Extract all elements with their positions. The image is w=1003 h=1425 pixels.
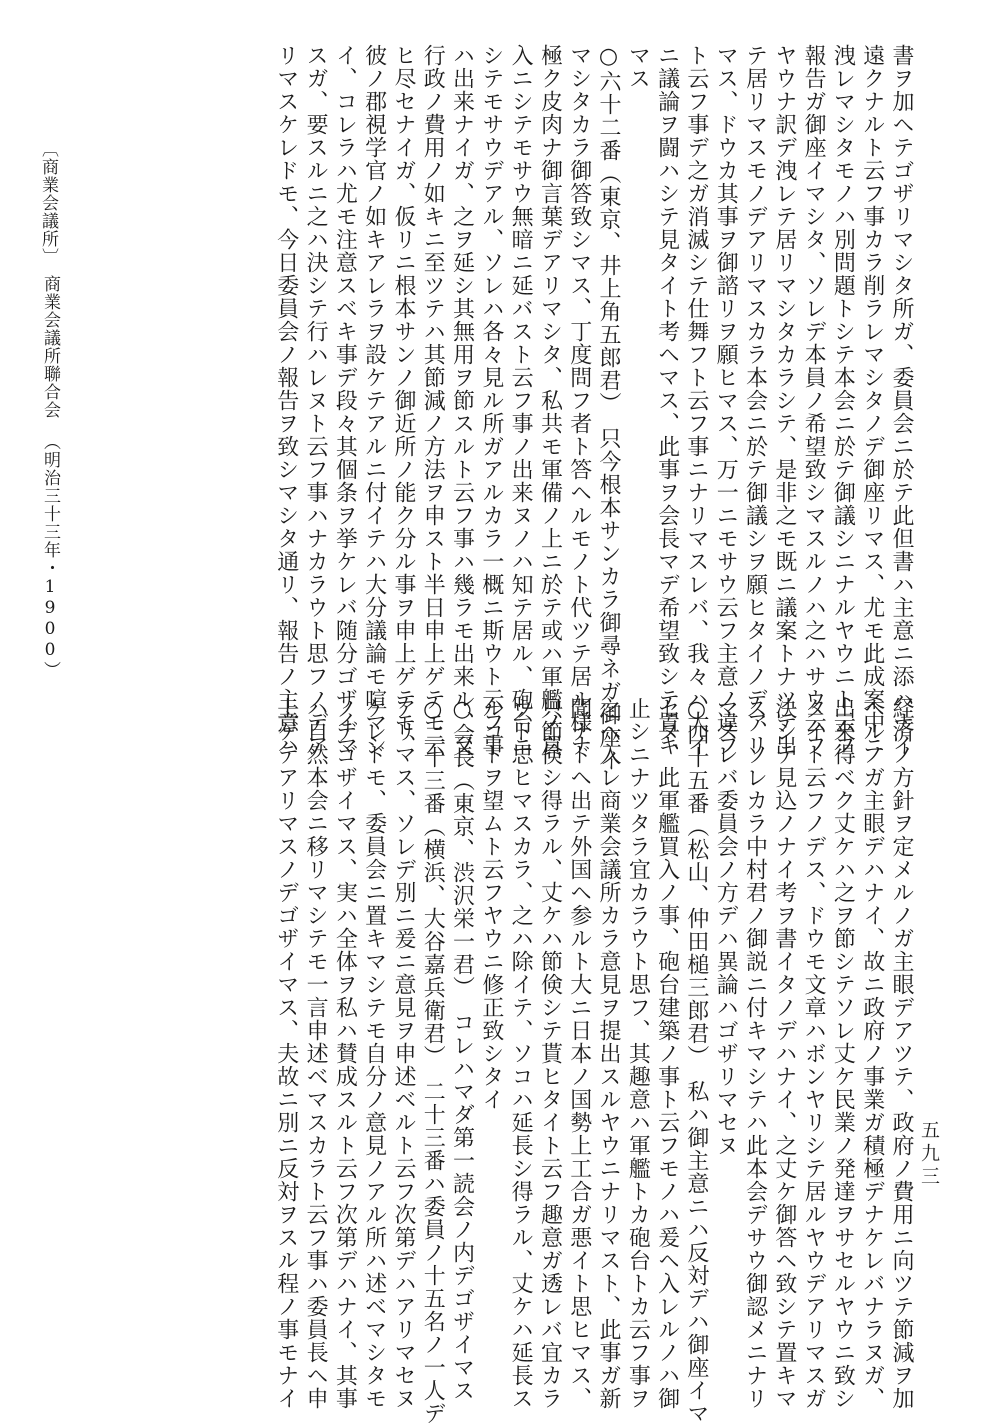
- text-line: 経済ノ方針ヲ定メルノガ主眼デアツテ、政府ノ費用ニ向ツテ節減ヲ加: [889, 697, 914, 1410]
- text-line: 彼ノ郡視学官ノ如キアレラヲ設ケテアルニ付イテハ大分議論モ喧マシ: [361, 44, 387, 757]
- text-line: セヌ、此軍艦買入ノ事、砲台建築ノ事ト云フモノハ爰ヘ入レルノハ御: [654, 697, 680, 1410]
- text-line: 報告ガ御座イマシタ、ソレデ本員ノ希望致シマスルノハ之ハサウ云フ: [801, 44, 827, 757]
- text-line: イ、コレラハ尤モ注意スベキ事デ段々其個条ヲ挙ケレバ随分ゴザイマ: [332, 44, 358, 757]
- text-line: 出来得ベク丈ケハ之ヲ節シテソレ丈ケ民業ノ発達ヲサセルヤウニ致シ: [830, 697, 856, 1410]
- text-line: ケレドモ、委員会ニ置キマシテモ自分ノ意見ノアル所ハ述ベマシタモ: [361, 697, 387, 1410]
- running-era: （明治三十三年・1900）: [40, 433, 60, 679]
- text-line: ○四十五番（松山、仲田槌三郎君） 私ハ御主意ニハ反対デハ御座イマ: [683, 697, 709, 1425]
- page-number: 五九三: [918, 1120, 940, 1189]
- text-line: ト云フ事デ之ガ消滅シテ仕舞フト云フ事ニナリマスレバ、我々ハ大イ: [683, 44, 709, 757]
- text-line: ヤウナ訳デ洩レテ居リマシタカラシテ、是非之モ既ニ議案トナツテ出: [771, 44, 797, 757]
- lower-text-block: [56, 697, 916, 1425]
- text-line: リマスケレドモ、今日委員会ノ報告ヲ致シマシタ通リ、報告ノ主意ハ: [273, 44, 299, 757]
- text-line: 極ク皮肉ナ御言葉デアリマシタ、私共モ軍備ノ上ニ於テ或ハ軍艦ノ買: [537, 44, 563, 757]
- text-line: ○六十二番（東京、井上角五郎君） 只今根本サンカラ御尋ネガ御座イ: [596, 44, 622, 772]
- text-line: ハ自然本会ニ移リマシテモ一言申述ベマスカラト云フ事ハ委員長ヘ申: [303, 697, 329, 1410]
- text-line: 之ヘ入レ商業会議所カラ意見ヲ提出スルヤウニナリマスト、此事ガ新: [596, 697, 622, 1410]
- upper-text-block: [56, 44, 916, 772]
- text-line: ○会長（東京、渋沢栄一君） コレハマダ第一読会ノ内デゴザイマス: [449, 697, 475, 1402]
- text-line: 行政ノ費用ノ如キニ至ツテハ其節減ノ方法ヲ申スト半日申上ゲテモ云: [420, 44, 446, 757]
- text-line: 書ヲ加ヘテゴザリマシタ所ガ、委員会ニ於テ此但書ハ主意ニ添ハナイ: [889, 44, 914, 757]
- text-line: 決シテ見込ノナイ考ヲ書イタノデハナイ、之丈ケ御答ヘ致シテ置キマ: [771, 697, 797, 1410]
- text-line: マス、ドウカ其事ヲ御諮リヲ願ヒマス、万一ニモサウ云フ主意ノ違フ: [713, 44, 739, 757]
- text-line: 止シニナツタラ宜カラウト思フ、其趣意ハ軍艦トカ砲台トカ云フ事ヲ: [625, 697, 651, 1410]
- running-title: 商業会議所聯合会: [40, 275, 60, 419]
- text-line: スガ、要スルニ之ハ決シテ行ハレヌト云フ事ハナカラウト思フノデア: [303, 44, 329, 757]
- text-line: タイト云フノデス、ドウモ文章ハボンヤリシテ居ルヤウデアリマスガ: [801, 697, 827, 1410]
- running-head: [38, 275, 63, 679]
- text-line: シテモサウデアル、ソレハ各々見ル所ガアルカラ一概ニ斯ウト云フ事: [478, 44, 504, 757]
- text-line: ニ議論ヲ闘ハシテ見タイト考ヘマス、此事ヲ会長マデ希望致シテ置キ: [654, 44, 680, 757]
- text-line: ○二十三番（横浜、大谷嘉兵衛君） 二十三番ハ委員ノ十五名ノ一人デ: [420, 697, 446, 1425]
- text-line: ルコトヲ望ムト云フヤウニ修正致シタイ: [478, 697, 504, 1111]
- gutter-tag: 〔商業会議所〕: [38, 140, 58, 266]
- text-line: ヘルノガ主眼デハナイ、故ニ政府ノ事業ガ積極デナケレバナラヌガ、: [859, 697, 885, 1410]
- text-line: 洩レマシタモノハ別問題トシテ本会ニ於テ御議シニナルヤウニト云フ: [830, 44, 856, 757]
- text-line: アリマス、ソレデ別ニ爰ニ意見ヲ申述ベルト云フ次第デハアリマセヌ: [390, 697, 416, 1410]
- text-line: ハ出来ナイガ、之ヲ延シ其無用ヲ節スルト云フ事ハ幾ラモ出来ル、又: [449, 44, 475, 757]
- text-line: 只節倹シ得ラル、丈ケハ節倹シテ貰ヒタイト云フ趣意ガ透レバ宜カラ: [537, 697, 563, 1410]
- text-line: ヒ尽セナイガ、仮リニ根本サンノ御近所ノ能ク分ル事ヲ申上ゲテモ、: [390, 44, 416, 757]
- text-line: 聞ナドヘ出テ外国ヘ参ルト大ニ日本ノ国勢上工合ガ悪イト思ヒマス、: [566, 697, 592, 1410]
- text-line: ウト思ヒマスカラ、之ハ除イテ、ソコハ延長シ得ラル、丈ケハ延長ス: [508, 697, 534, 1410]
- text-line: 遠クナルト云フ事カラ削ラレマシタノデ御座リマス、尤モ此成案中ニ: [859, 44, 885, 757]
- text-line: ス、ソレカラ中村君ノ御説ニ付キマシテハ此本会デサウ御認メニナリ: [742, 697, 768, 1410]
- text-line: 入ニシテモサウ無暗ニ延バスト云フ事ノ出来ヌノハ知テ居ル、砲台ニ: [508, 44, 534, 757]
- text-line: ノデゴザイマス、実ハ全体ヲ私ハ賛成スルト云フ次第デハナイ、其事: [332, 697, 358, 1410]
- text-line: マスレバ委員会ノ方デハ異論ハゴザリマセヌ: [713, 697, 739, 1157]
- text-line: マス: [625, 44, 651, 90]
- text-line: 上ゲテアリマスノデゴザイマス、夫故ニ別ニ反対ヲスル程ノ事モナイ: [273, 697, 299, 1410]
- text-line: テ居リマスモノデアリマスカラ本会ニ於テ御議シヲ願ヒタイノデアリ: [742, 44, 768, 757]
- text-line: マシタカラ御答致シマス、丁度問フ者ト答ヘルモノト代ツテ居ル様ナ: [566, 44, 592, 757]
